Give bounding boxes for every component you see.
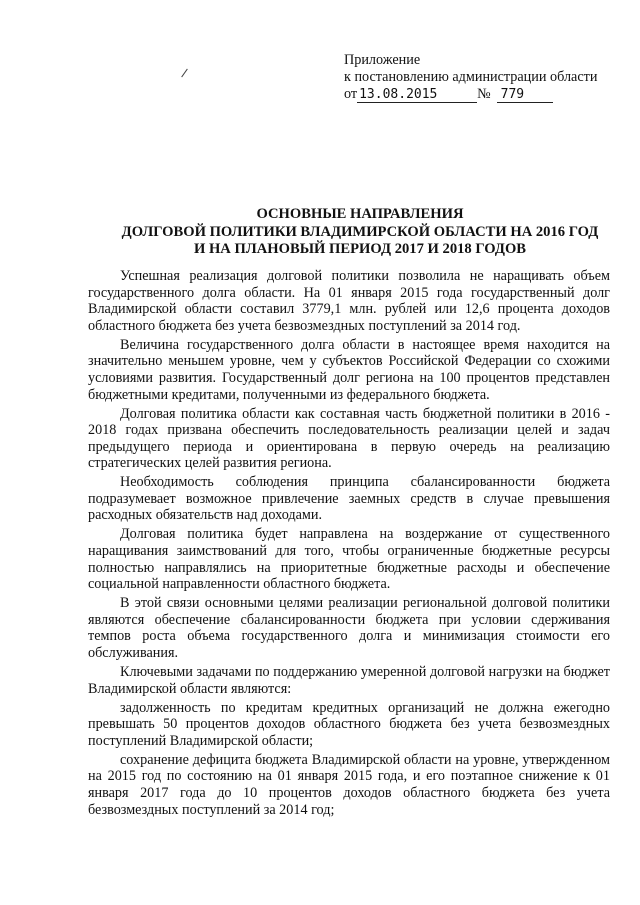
- date-prefix: от: [344, 86, 358, 102]
- pen-mark: [181, 69, 188, 78]
- resolution-number: 779: [497, 88, 553, 103]
- title-line-3: И НА ПЛАНОВЫЙ ПЕРИОД 2017 И 2018 ГОДОВ: [193, 241, 527, 257]
- paragraph: Долговая политика будет направлена на воздержание от существенного наращивания заимствований для того, чтобы ограниченные бюджетные ресурсы полностью направлялись на приоритетные бюджетные расходы и обеспечение социальной направленности областного бюджета.: [88, 526, 610, 593]
- document-title: [100, 206, 620, 259]
- paragraph: Ключевыми задачами по поддержанию умеренной долговой нагрузки на бюджет Владимирской области являются:: [88, 664, 610, 697]
- paragraph: сохранение дефицита бюджета Владимирской области на уровне, утвержденном на 2015 год по состоянию на 01 января 2015 года, и его поэтапное снижение к 01 января 2017 года до 10 процентов доходов областного бюджета без учета безвозмездных поступлений за 2014 год;: [88, 751, 610, 818]
- paragraph: Величина государственного долга области в настоящее время находится на значительно меньшем уровне, чем у субъектов Российской Федерации со схожими условиями развития. Государственный долг региона на 100 процентов представлен бюджетными кредитами, полученными из федерального бюджета.: [88, 336, 610, 403]
- appendix-resolution-ref: к постановлению администрации области: [344, 69, 598, 85]
- document-body: [88, 268, 610, 821]
- paragraph: Успешная реализация долговой политики позволила не наращивать объем государственного долга области. На 01 января 2015 года государственный долг Владимирской области составил 3779,1 млн. рублей или 12,6 процента доходов областного бюджета без учета безвозмездных поступлений за 2014 год.: [88, 268, 610, 334]
- paragraph: В этой связи основными целями реализации региональной долговой политики являются обеспечение сбалансированности бюджета при условии сдерживания темпов роста объема государственного долга и минимизация стоимости его обслуживания.: [88, 595, 610, 662]
- title-line-2: ДОЛГОВОЙ ПОЛИТИКИ ВЛАДИМИРСКОЙ ОБЛАСТИ НА 2016 ГОД: [121, 223, 599, 240]
- appendix-date-number-line: [344, 86, 634, 103]
- paragraph: Долговая политика области как составная часть бюджетной политики в 2016 - 2018 годах призвана обеспечить последовательность реализации целей и задач предыдущего периода и ориентирована в первую очередь на реализацию стратегических целей развития региона.: [88, 405, 610, 472]
- number-sign: №: [477, 86, 491, 102]
- resolution-date: 13.08.2015: [357, 88, 477, 103]
- paragraph: задолженность по кредитам кредитных организаций не должна ежегодно превышать 50 процентов доходов областного бюджета без учета безвозмездных поступлений Владимирской области;: [88, 699, 610, 749]
- appendix-header: [344, 52, 634, 103]
- title-line-1: ОСНОВНЫЕ НАПРАВЛЕНИЯ: [256, 206, 464, 222]
- paragraph: Необходимость соблюдения принципа сбалансированности бюджета подразумевает возможное привлечение заемных средств в случае превышения расходных обязательств над доходами.: [88, 474, 610, 524]
- appendix-label: Приложение: [344, 52, 421, 68]
